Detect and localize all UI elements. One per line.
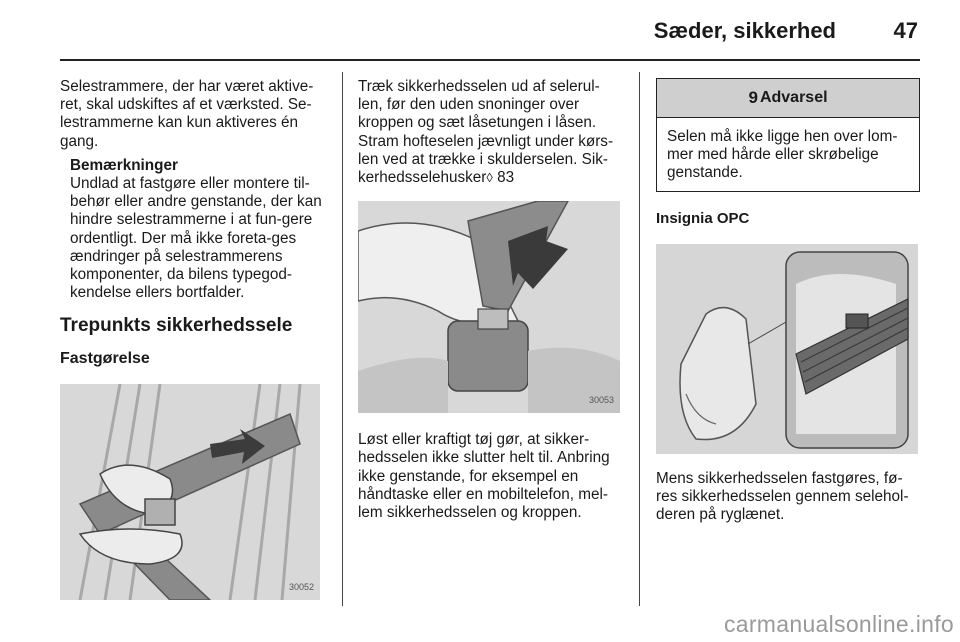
clothing-warning-paragraph: Løst eller kraftigt tøj gør, at sikker-hedsselen ikke slutter helt til. Anbring ikke genstande, for eksempel en håndtaske eller en mobiltelefon, mel-lem sikkerhedsselen og kroppen. — [358, 431, 610, 522]
column-divider-2 — [639, 72, 640, 606]
opc-seat-drawing — [656, 244, 918, 454]
warning-title: Advarsel — [759, 88, 828, 106]
warning-body: Selen må ikke ligge hen over lom-mer med hårde eller skrøbelige genstande. — [667, 128, 898, 182]
reference-arrow-icon: ◊ — [486, 170, 493, 186]
subsection-heading-opc: Insignia OPC — [656, 209, 750, 227]
buckle-instructions-text: Træk sikkerhedsselen ud af selerul-len, før den uden snoninger over kroppen og sæt låsetungen i låsen. Stram hofteselen jævnligt under kørs-len ved at trække i skulderselen. Sik-kerhedsselehusker — [358, 78, 614, 187]
note-block — [70, 157, 328, 303]
header-rule — [60, 59, 920, 61]
subsection-heading-fastening: Fastgørelse — [60, 350, 150, 368]
page-title: Sæder, sikkerhed — [653, 18, 836, 43]
page-number: 47 — [893, 18, 918, 43]
watermark-text: carmanualsonline.info — [723, 611, 954, 637]
opc-routing-paragraph: Mens sikkerhedsselen fastgøres, fø-res sikkerhedsselen gennem selehol-deren på ryglænet. — [656, 469, 909, 524]
warning-icon: 9 — [748, 87, 758, 107]
warning-box — [656, 78, 920, 192]
note-body: Undlad at fastgøre eller montere til-behør eller andre genstande, der kan hindre selestrammerne i at fun-gere ordentligt. Der må ikke foreta-ges ændringer på selestrammerens komponenter, da bilens typegod-kendelse ellers bortfalder. — [70, 175, 322, 302]
buckle-drawing — [358, 201, 620, 413]
note-title: Bemærkninger — [70, 156, 178, 174]
figure-opc-seat-illustration — [656, 244, 918, 454]
page-header — [0, 0, 960, 60]
belt-fastening-drawing — [60, 384, 320, 600]
column-divider-1 — [342, 72, 343, 606]
column-middle — [358, 78, 623, 522]
figure-buckle-illustration — [358, 201, 620, 413]
reference-page: 83 — [492, 169, 515, 187]
buckle-instructions-paragraph — [358, 78, 623, 187]
figure-fastening-illustration — [60, 384, 320, 600]
figure-number: 30053 — [588, 395, 614, 406]
column-left — [60, 78, 328, 600]
warning-header — [657, 79, 919, 118]
column-right — [656, 78, 920, 524]
tensioner-paragraph: Selestrammere, der har været aktive-ret, skal udskiftes af et værksted. Se-lestrammerne kan kun aktiveres én gang. — [60, 78, 314, 150]
section-heading: Trepunkts sikkerhedssele — [60, 315, 293, 337]
figure-number: 30052 — [288, 582, 314, 593]
